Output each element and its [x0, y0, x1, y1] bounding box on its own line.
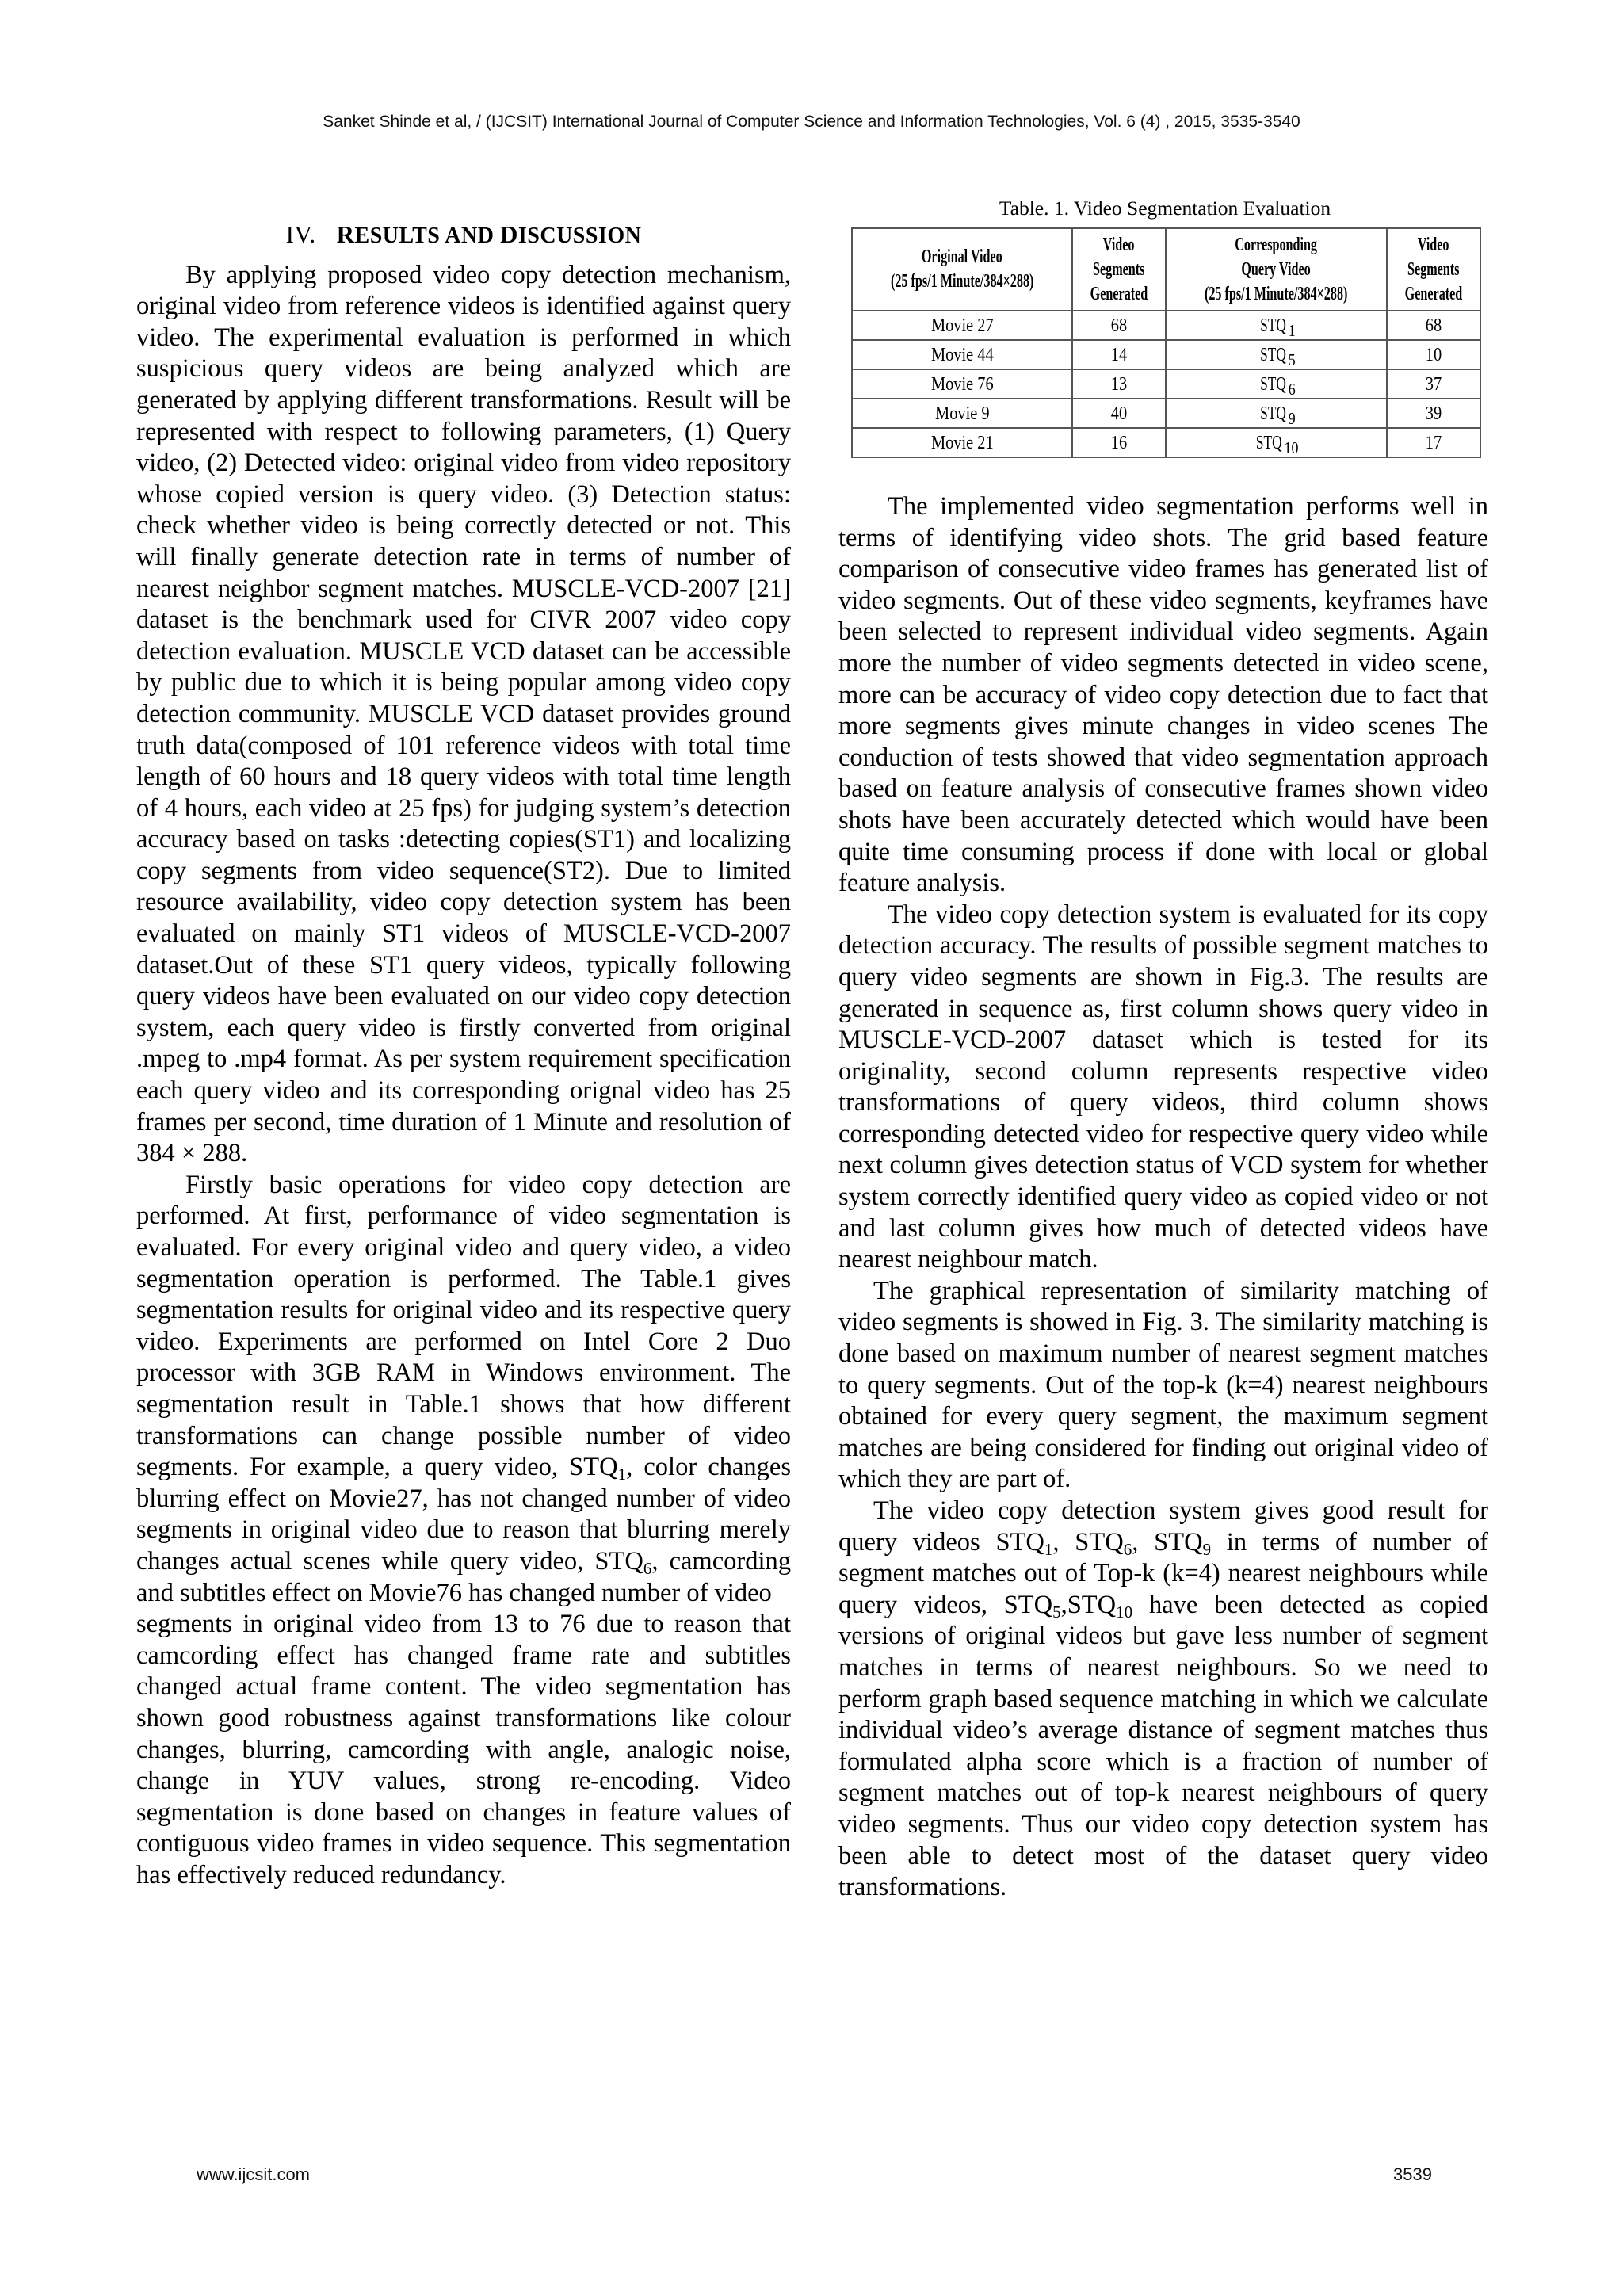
cell-original: Movie 76: [852, 369, 1072, 399]
running-header: Sanket Shinde et al, / (IJCSIT) International Journal of Computer Science and Information Technologies, Vol. 6 (4) , 2015, 3535-3540: [323, 113, 1300, 131]
subscript: 1: [1044, 1539, 1053, 1559]
subscript: 9: [1202, 1539, 1212, 1559]
cell-query: STQ $_9$: [1166, 399, 1386, 428]
header-line: Video: [1103, 234, 1136, 255]
header-line: Original Video: [922, 246, 1003, 267]
section-number: IV.: [285, 220, 316, 248]
header-line: Query Video: [1241, 258, 1312, 280]
header-query-segments: [1387, 228, 1480, 311]
results-paragraph-1: By applying proposed video copy detection mechanism, original video from reference videos is identified against query video. The experimental evaluation is performed in which suspicious query videos are being analyzed which are generated by applying different transformations. Result will be represented with respect to following parameters, (1) Query video, (2) Detected video: original video from video repository whose copied version is query video. (3) Detection status: check whether video is being correctly detected or not. This will finally generate detection rate in terms of number of nearest neighbor segment matches. MUSCLE-VCD-2007 [21] dataset is the benchmark used for CIVR 2007 video copy detection evaluation. MUSCLE VCD dataset can be accessible by public due to which it is being popular among video copy detection community. MUSCLE VCD dataset provides ground truth data(composed of 101 reference videos with total time length of 60 hours and 18 query videos with total time length of 4 hours, each video at 25 fps) for judging system’s detection accuracy based on tasks :detecting copies(ST1) and localizing copy segments from video sequence(ST2). Due to limited resource availability, video copy detection system has been evaluated on mainly ST1 videos of MUSCLE-VCD-2007 dataset.Out of these ST1 query videos, typically following query videos have been evaluated on our video copy detection system, each query video is firstly converted from original .mpeg to .mp4 format. As per system requirement specification each query video and its corresponding orignal video has 25 frames per second, time duration of 1 Minute and resolution of 384 × 288.: [136, 260, 791, 1168]
text-run: ,STQ: [1060, 1590, 1117, 1619]
section-title-initial-d: D: [499, 220, 518, 248]
left-column: [136, 214, 791, 1891]
header-video-segments: [1072, 228, 1166, 311]
results-paragraph-3: segments in original video from 13 to 76 due to reason that camcording effect has changed frame rate and subtitles changed actual frame content. The video segmentation has shown good robustness against transformations like colour changes, blurring, camcording with angle, analogic noise, change in YUV values, strong re-encoding. Video segmentation is done based on changes in feature values of contiguous video frames in video sequence. This segmentation has effectively reduced redundancy.: [136, 1610, 791, 1889]
text-run: have been detected as copied versions of original videos but gave less number of segment matches in terms of nearest neighbours. So we need to perform graph based sequence matching in which we calculate individual video’s average distance of segment matches thus formulated alpha score which is a fraction of number of segment matches out of top-k nearest neighbours of query video segments. Thus our video copy detection system has been able to detect most of the dataset query video transformations.: [838, 1590, 1489, 1902]
table-row: [852, 399, 1480, 428]
subscript: 1: [617, 1465, 627, 1484]
table-caption: Table. 1. Video Segmentation Evaluation: [999, 197, 1331, 220]
cell-query: STQ $_{10}$: [1166, 428, 1386, 457]
header-line: Generated: [1090, 283, 1148, 304]
header-line: Video: [1417, 234, 1449, 255]
table-row: [852, 428, 1480, 457]
cell-segments: 13: [1072, 369, 1166, 399]
cell-query: STQ $_5$: [1166, 340, 1386, 369]
header-line: Segments: [1093, 258, 1146, 280]
cell-segments: 16: [1072, 428, 1166, 457]
header-line: Corresponding: [1235, 234, 1318, 255]
cell-segments: 40: [1072, 399, 1166, 428]
cell-query: STQ $_6$: [1166, 369, 1386, 399]
cell-query-segments: 68: [1387, 311, 1480, 340]
section-heading: [136, 219, 791, 252]
text-run: , color changes blurring effect on Movie27, has not changed number of video segments in original video due to reason that blurring merely changes actual scenes while query video, STQ: [136, 1453, 792, 1576]
discussion-paragraph-4: [838, 1496, 1488, 1904]
section-title-initial-r: R: [336, 220, 355, 248]
subscript: 10: [1116, 1602, 1133, 1622]
cell-query-segments: 17: [1387, 428, 1480, 457]
header-line: (25 fps/1 Minute/384×288): [1205, 283, 1348, 304]
discussion-paragraph-3: The graphical representation of similarity matching of video segments is showed in Fig. 3. The similarity matching is done based on maximum number of nearest segment matches to query segments. Out of the top-k (k=4) nearest neighbours obtained for every query segment, the maximum segment matches are being considered for finding out original video of which they are part of.: [838, 1276, 1488, 1494]
discussion-paragraph-2: The video copy detection system is evaluated for its copy detection accuracy. The results of possible segment matches to query video segments are shown in Fig.3. The results are generated in sequence as, first column shows query video in MUSCLE-VCD-2007 dataset which is tested for its originality, second column represents respective video transformations of query videos, third column shows corresponding detected video for respective query video while next column gives detection status of VCD system for whether system correctly identified query video as copied video or not and last column gives how much of detected videos have nearest neighbour match.: [838, 900, 1488, 1274]
text-run: , STQ: [1052, 1527, 1124, 1557]
text-run: The video copy detection system gives good result for query videos STQ: [838, 1496, 1488, 1557]
cell-original: Movie 9: [852, 399, 1072, 428]
table-row: [852, 311, 1480, 340]
cell-original: Movie 27: [852, 311, 1072, 340]
footer-page-number: 3539: [1393, 2164, 1432, 2184]
cell-query-segments: 37: [1387, 369, 1480, 399]
cell-segments: 68: [1072, 311, 1166, 340]
cell-query-segments: 10: [1387, 340, 1480, 369]
section-title-part-1: ESULTS AND: [354, 223, 495, 248]
header-line: (25 fps/1 Minute/384×288): [890, 271, 1034, 292]
text-run: in terms of number of segment matches out of Top-k (k=4) nearest neighbours while query videos, STQ: [838, 1527, 1489, 1619]
footer-website: www.ijcsit.com: [197, 2164, 311, 2184]
table-row: [852, 340, 1480, 369]
table-header-row: [852, 228, 1480, 311]
text-run: , camcording and subtitles effect on Movie76 has changed number of video: [136, 1546, 791, 1607]
table-row: [852, 369, 1480, 399]
cell-original: Movie 44: [852, 340, 1072, 369]
section-title-part-2: ISCUSSION: [517, 223, 642, 248]
results-paragraph-2: [136, 1170, 791, 1609]
subscript: 6: [1123, 1539, 1132, 1559]
text-run: , STQ: [1132, 1527, 1203, 1557]
header-query-video: [1166, 228, 1386, 311]
header-original-video: [852, 228, 1072, 311]
segmentation-table: [851, 227, 1481, 458]
cell-original: Movie 21: [852, 428, 1072, 457]
text-run: Firstly basic operations for video copy detection are performed. At first, performance of video segmentation is evaluated. For every original video and query video, a video segmentation operation is performed. The Table.1 gives segmentation results for original video and its respective query video. Experiments are performed on Intel Core 2 Duo processor with 3GB RAM in Windows environment. The segmentation result in Table.1 shows that how different transformations can change possible number of video segments. For example, a query video, STQ: [136, 1170, 791, 1482]
right-column: [838, 491, 1488, 1904]
cell-query-segments: 39: [1387, 399, 1480, 428]
subscript: 6: [643, 1558, 652, 1578]
cell-segments: 14: [1072, 340, 1166, 369]
cell-query: STQ $_1$: [1166, 311, 1386, 340]
header-line: Generated: [1404, 283, 1462, 304]
header-line: Segments: [1407, 258, 1460, 280]
subscript: 5: [1052, 1602, 1061, 1622]
discussion-paragraph-1: The implemented video segmentation performs well in terms of identifying video shots. The grid based feature comparison of consecutive video frames has generated list of video segments. Out of these video segments, keyframes have been selected to represent individual video segments. Again more the number of video segments detected in video scene, more can be accuracy of video copy detection due to fact that more segments gives minute changes in video scenes The conduction of tests showed that video segmentation approach based on feature analysis of consecutive frames shown video shots have been accurately detected which would have been quite time consuming process if done with local or global feature analysis.: [838, 492, 1488, 898]
